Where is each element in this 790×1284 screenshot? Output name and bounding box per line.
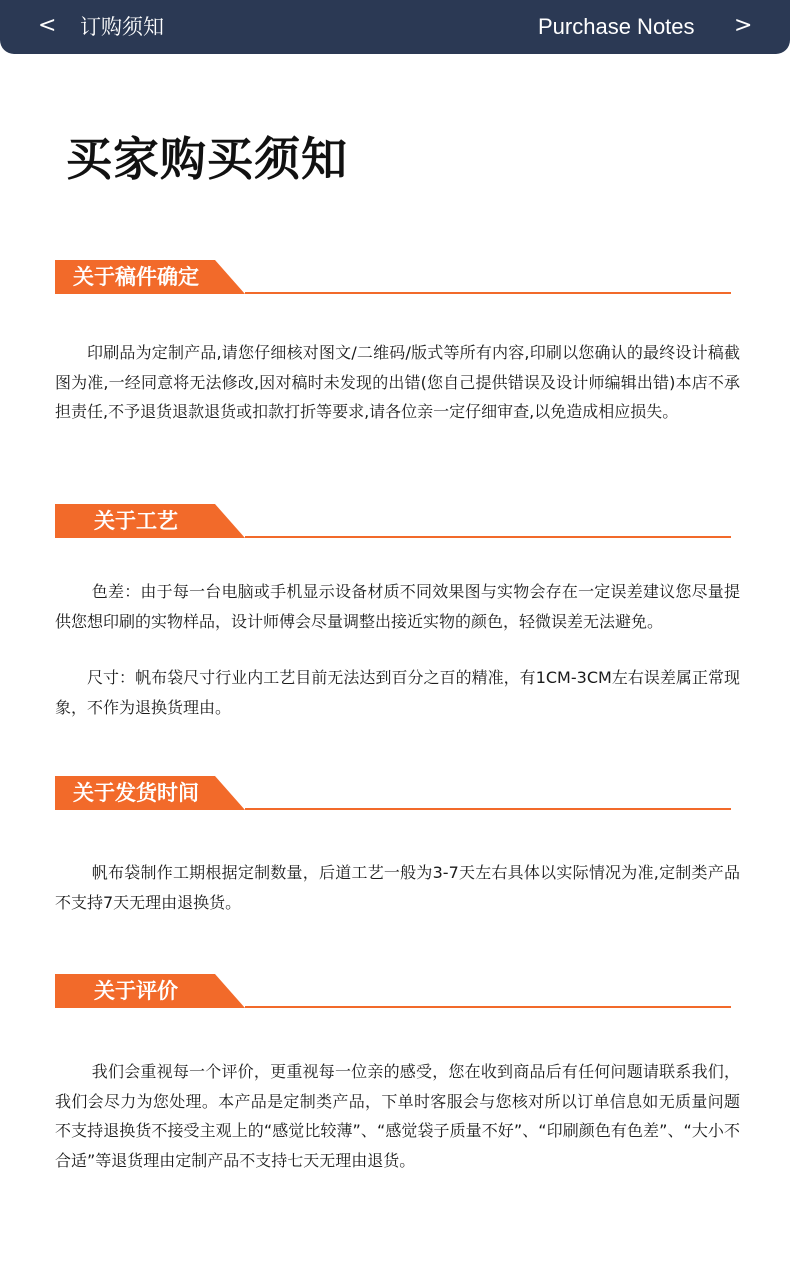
nav-title-en: Purchase Notes <box>538 14 695 39</box>
section-header-shipping <box>55 776 731 812</box>
section-divider <box>245 808 731 810</box>
section-paragraph: 尺寸：帆布袋尺寸行业内工艺目前无法达到百分之百的精准，有1CM-3CM左右误差属正常现象，不作为退换货理由。 <box>55 668 740 717</box>
section-title: 关于评价 <box>94 979 178 1003</box>
section-paragraph: 色差：由于每一台电脑或手机显示设备材质不同效果图与实物会存在一定误差建议您尽量提供您想印刷的实物样品，设计师傅会尽量调整出接近实物的颜色，轻微误差无法避免。 <box>55 582 740 631</box>
section-header-review <box>55 974 731 1010</box>
chevron-right-icon[interactable]: > <box>734 13 753 38</box>
section-paragraph: 帆布袋制作工期根据定制数量，后道工艺一般为3-7天左右具体以实际情况为准,定制类产品不支持7天无理由退换货。 <box>55 863 740 912</box>
section-title: 关于稿件确定 <box>73 265 199 289</box>
section-title: 关于发货时间 <box>73 781 199 805</box>
chevron-left-icon[interactable]: < <box>38 13 57 38</box>
section-divider <box>245 1006 731 1008</box>
section-divider <box>245 292 731 294</box>
section-paragraph: 印刷品为定制产品,请您仔细核对图文/二维码/版式等所有内容,印刷以您确认的最终设计稿截图为准,一经同意将无法修改,因对稿时未发现的出错(您自己提供错误及设计师编辑出错)本店不承担责任,不予退货退款退货或扣款打折等要求,请各位亲一定仔细审查,以免造成相应损失。 <box>55 343 740 421</box>
section-divider <box>245 536 731 538</box>
section-header-manuscript <box>55 260 731 296</box>
section-paragraph: 我们会重视每一个评价，更重视每一位亲的感受，您在收到商品后有任何问题请联系我们，我们会尽力为您处理。本产品是定制类产品，下单时客服会与您核对所以订单信息如无质量问题不支持退换货不接受主观上的“感觉比较薄”、“感觉袋子质量不好”、“印刷颜色有色差”、“大小不合适”等退货理由定制产品不支持七天无理由退货。 <box>55 1062 740 1170</box>
section-header-craft <box>55 504 731 540</box>
top-nav-bar <box>0 0 790 54</box>
nav-title-cn: 订购须知 <box>80 15 164 39</box>
page-title: 买家购买须知 <box>66 132 348 186</box>
section-title: 关于工艺 <box>94 509 178 533</box>
